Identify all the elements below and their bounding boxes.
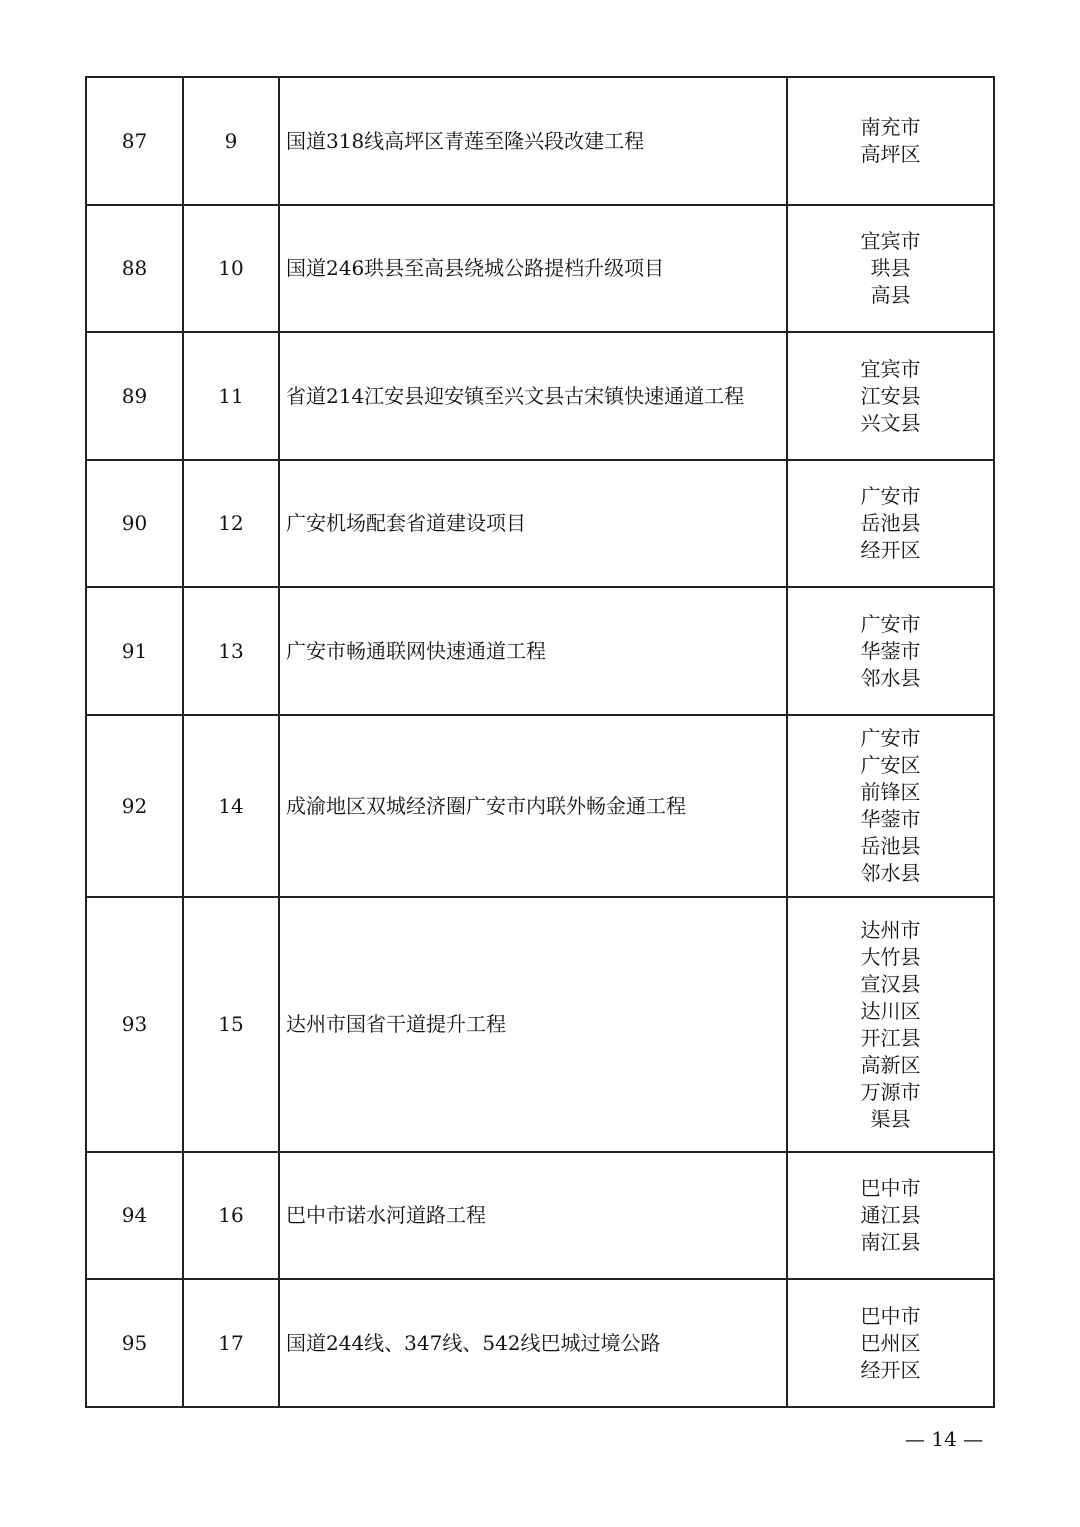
table-row: [86, 715, 994, 897]
project-name-cell: 广安市畅通联网快速通道工程: [279, 587, 787, 715]
region-line: 大竹县: [860, 944, 921, 969]
region-line: 江安县: [860, 383, 921, 408]
region-cell: [787, 1152, 994, 1279]
region-line: 前锋区: [860, 780, 921, 804]
project-name-cell: 成渝地区双城经济圈广安市内联外畅金通工程: [279, 715, 787, 897]
sub-number-cell: 12: [183, 460, 279, 587]
region-line: 巴州区: [860, 1330, 921, 1355]
project-table: [85, 76, 995, 1408]
row-number-cell: 95: [86, 1279, 183, 1407]
table-row: [86, 587, 994, 715]
region-cell: [787, 77, 994, 205]
region-line: 巴中市: [860, 1303, 921, 1328]
row-number-cell: 94: [86, 1152, 183, 1279]
sub-number-cell: 9: [183, 77, 279, 205]
region-line: 兴文县: [860, 410, 921, 435]
region-line: 邻水县: [860, 665, 921, 690]
region-line: 高坪区: [860, 142, 921, 166]
sub-number-cell: 17: [183, 1279, 279, 1407]
table-row: [86, 332, 994, 460]
table-row: [86, 77, 994, 205]
project-name-cell: 国道246珙县至高县绕城公路提档升级项目: [279, 205, 787, 332]
sub-number-cell: 11: [183, 332, 279, 460]
sub-number-cell: 16: [183, 1152, 279, 1279]
region-line: 经开区: [860, 1357, 921, 1382]
sub-number-cell: 15: [183, 897, 279, 1152]
page-number: — 14 —: [905, 1427, 984, 1451]
region-line: 广安市: [860, 484, 921, 508]
row-number-cell: 92: [86, 715, 183, 897]
region-line: 通江县: [860, 1203, 921, 1227]
region-cell: [787, 1279, 994, 1407]
region-line: 岳池县: [860, 511, 921, 535]
project-name-cell: 达州市国省干道提升工程: [279, 897, 787, 1152]
region-line: 邻水县: [860, 861, 921, 885]
region-line: 华蓥市: [860, 638, 921, 663]
region-line: 广安区: [860, 753, 921, 777]
region-line: 宜宾市: [860, 229, 921, 253]
table-row: [86, 1152, 994, 1279]
region-line: 宜宾市: [860, 356, 921, 381]
sub-number-cell: 10: [183, 205, 279, 332]
region-cell: [787, 332, 994, 460]
region-cell: [787, 460, 994, 587]
region-cell: [787, 205, 994, 332]
region-cell: [787, 587, 994, 715]
row-number-cell: 90: [86, 460, 183, 587]
region-line: 广安市: [860, 726, 921, 750]
region-line: 高新区: [860, 1052, 921, 1077]
region-line: 达州市: [860, 917, 921, 942]
region-line: 经开区: [860, 538, 921, 562]
region-cell: [787, 715, 994, 897]
region-line: 华蓥市: [860, 807, 921, 831]
row-number-cell: 91: [86, 587, 183, 715]
region-line: 开江县: [860, 1025, 921, 1050]
region-cell: [787, 897, 994, 1152]
region-line: 珙县: [870, 256, 911, 280]
row-number-cell: 87: [86, 77, 183, 205]
region-line: 万源市: [860, 1079, 921, 1104]
project-name-cell: 广安机场配套省道建设项目: [279, 460, 787, 587]
region-line: 南充市: [860, 115, 921, 139]
table-row: [86, 1279, 994, 1407]
region-line: 广安市: [860, 611, 921, 636]
region-line: 宣汉县: [860, 971, 921, 996]
row-number-cell: 93: [86, 897, 183, 1152]
row-number-cell: 88: [86, 205, 183, 332]
project-name-cell: 国道244线、347线、542线巴城过境公路: [279, 1279, 787, 1407]
project-name-cell: 巴中市诺水河道路工程: [279, 1152, 787, 1279]
region-line: 渠县: [870, 1106, 911, 1131]
table-row: [86, 205, 994, 332]
region-line: 巴中市: [860, 1176, 921, 1200]
row-number-cell: 89: [86, 332, 183, 460]
table-body: [86, 77, 994, 1407]
region-line: 南江县: [860, 1230, 921, 1254]
sub-number-cell: 14: [183, 715, 279, 897]
region-line: 岳池县: [860, 834, 921, 858]
region-line: 达川区: [860, 998, 921, 1023]
table-row: [86, 897, 994, 1152]
region-line: 高县: [870, 283, 911, 307]
sub-number-cell: 13: [183, 587, 279, 715]
project-name-cell: 国道318线高坪区青莲至隆兴段改建工程: [279, 77, 787, 205]
table-row: [86, 460, 994, 587]
project-name-cell: 省道214江安县迎安镇至兴文县古宋镇快速通道工程: [279, 332, 787, 460]
